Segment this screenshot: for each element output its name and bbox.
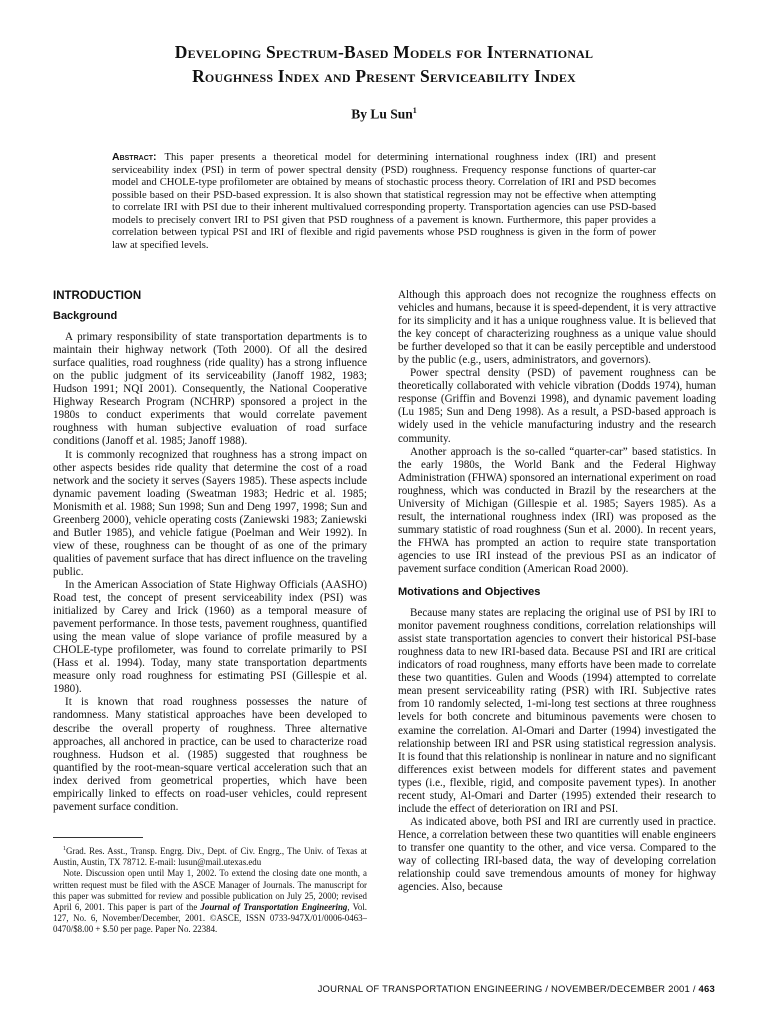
paragraph: It is known that road roughness possesses the nature of randomness. Many statistical approaches have been developed to describe the overall property of roughness. Three alternative approaches, all anchored in practice, can be used to characterize road roughness. Hudson et al. (1985) suggested that roughness be quantified by the root-mean-square vertical acceleration such that an index derived from geometrical properties, which have been empirically linked to effects on road-user vehicles, could represent pavement surface condition. xyxy=(53,696,367,813)
author-byline xyxy=(0,106,768,123)
left-column xyxy=(53,288,367,814)
right-column xyxy=(398,289,716,894)
paragraph: Power spectral density (PSD) of pavement roughness can be theoretically collaborated with vehicle vibration (Dodds 1974), human response (Griffin and Bovenzi 1998), and dynamic pavement loading (Lu 1985; Sun and Deng 1998). As a result, a PSD-based approach is widely used in the vehicle manufacturing industry and the research community. xyxy=(398,367,716,445)
footnote-mark: 1 xyxy=(63,846,66,852)
footnote-note-before: Note. Discussion open until May 1, 2002. To extend the closing date one month, a written request must be filed with the ASCE Manager of Journals. The manuscript for this paper was submitted for review and possible publication on July 25, 2000; revised April 6, 2001. This paper is part of the xyxy=(53,868,367,912)
paragraph: Because many states are replacing the original use of PSI by IRI to monitor pavement roughness conditions, correlation relationships will assist state transportation agencies to convert their historical PSI-base roughness data to new IRI-based data. Because PSI and IRI are critical indicators of road roughness, many efforts have been made to correlate these two quantities. Gulen and Woods (1994) attempted to correlate mean present serviceability rating (PSR) with IRI. Subjective rates from 10 randomly selected, 1-mi-long test sections at three roughness levels for both concrete and bituminous pavements were chosen to examine the correlation. Al-Omari and Darter (1994) investigated the relationship between IRI and PSR using statistical regression analysis. It is found that this relationship is nonlinear in nature and no significant differences exist between models for different states and pavement types (i.e., flexible, rigid, and composite pavement types). In another recent study, Al-Omari and Darter (1995) extended their research to include the effect of deterioration on IRI and PSI. xyxy=(398,607,716,815)
footnote-affiliation-text: Grad. Res. Asst., Transp. Engrg. Div., Dept. of Civ. Engrg., The Univ. of Texas at Austin, Austin, TX 78712. E-mail: lusun@mail.utexas.edu xyxy=(53,845,367,868)
abstract-text: This paper presents a theoretical model for determining international roughness index (IRI) and present serviceability index (PSI) in term of power spectral density (PSD) roughness. Frequency response functions of quarter-car model and CHOLE-type profilometer are obtained by means of stochastic process theory. Correlation of IRI and PSD becomes possible based on their PSD-based expression. It is also shown that statistical regression may not be effective when attempting to correlate IRI with PSI due to their inherent multivalued corresponding property. Transportation agencies can use PSD-based models to precisely convert IRI to PSI given that PSD roughness of a pavement is known. Furthermore, this paper provides a correlation between typical PSI and IRI of flexible and rigid pavements whose PSD roughness is given in the form of power law at specified levels. xyxy=(112,152,656,251)
footnotes xyxy=(53,844,367,936)
footnote-affiliation xyxy=(53,844,367,868)
heading-background: Background xyxy=(53,310,118,323)
author-name: By Lu Sun xyxy=(351,106,413,122)
title-line-2: Roughness Index and Present Serviceability Index xyxy=(192,66,576,86)
heading-motivations: Motivations and Objectives xyxy=(398,586,541,599)
paragraph: Although this approach does not recognize the roughness effects on vehicles and humans, because it is speed-dependent, it is very attractive for its simplicity and it has a unique roughness value. It is believed that the key concept of characterizing roughness as a unique value should be further developed so that it can be easily perceptible and understood by the public (e.g., users, administrators, and governors). xyxy=(398,289,716,367)
running-footer xyxy=(318,984,715,995)
heading-introduction: INTRODUCTION xyxy=(53,290,142,302)
abstract xyxy=(112,151,656,252)
footnote-note-after: , Vol. 127, No. 6, November/December, 2001. ©ASCE, ISSN 0733-947X/01/0006-0463–0470/$8.00 + $.50 per page. Paper No. 22384. xyxy=(53,901,368,935)
paragraph: As indicated above, both PSI and IRI are currently used in practice. Hence, a correlation between these two quantities will enable engineers to transfer one quantity to the other, and vice versa. Compared to the way of collecting IRI-based data, the way of developing correlation relationship could save tremendous amounts of money for highway agencies. Also, because xyxy=(398,815,716,894)
paragraph: Another approach is the so-called “quarter-car” based statistics. In the early 1980s, the World Bank and the Federal Highway Administration (FHWA) sponsored an international experiment on road roughness, which was conducted in Brazil by the researchers at the University of Michigan (Gillespie et al. 1985; Sayers 1985). As a result, the international roughness index (IRI) was proposed as the summary statistic of road roughness (Sun et al. 2000). In recent years, the FHWA has prompted an action to require state transportation agencies to use IRI instead of the previous PSI as an indicator of pavement surface condition (American Road 2000). xyxy=(398,445,716,575)
title-line-1: Developing Spectrum-Based Models for International xyxy=(174,42,594,62)
paper-title xyxy=(60,40,708,88)
page-number: 463 xyxy=(698,984,715,995)
paragraph: A primary responsibility of state transportation departments is to maintain their highway network (Toth 2000). Of all the desired surface qualities, road roughness (ride quality) has a strong influence on the public judgment of its serviceability (Janoff 1982, 1983; Hudson 1991; NQI 2001). Consequently, the National Cooperative Highway Research Program (NCHRP) sponsored a project in the 1980s to conduct experiments that would correlate pavement roughness with human subjective evaluation of road surface conditions (Janoff et al. 1985; Janoff 1988). xyxy=(53,331,367,448)
paragraph: In the American Association of State Highway Officials (AASHO) Road test, the concept of present serviceability index (PSI) was initialized by Carey and Irick (1960) as a temporal measure of pavement performance. In those tests, pavement roughness, quantified using the mean value of slope variance of profile measured by a CHOLE-type profilometer, was found to correlate primarily to PSI (Hass et al. 1994). Today, many state transportation departments measure only road roughness for estimating PSI (Gillespie et al. 1980). xyxy=(53,578,367,696)
footnote-journal-name: Journal of Transportation Engineering xyxy=(200,901,348,912)
footnote-note xyxy=(53,868,367,935)
footnote-divider xyxy=(53,837,143,838)
paragraph: It is commonly recognized that roughness has a strong impact on other aspects besides ride quality that determine the cost of a road network and the society it serves (Sayers 1985). These aspects include dynamic pavement loading (Sweatman 1983; Hedric et al. 1985; Monismith et al. 1988; Sun 1998; Sun and Deng 1997, 1998; Sun and Greenberg 2000), vehicle operating costs (Zaniewski 1983; Zaniewski and Butler 1985), and vehicle fatigue (Poelman and Weir 1992). In view of these, roughness can be thought of as one of the primary qualities of pavement surface that has direct influence on the traveling public. xyxy=(53,448,367,578)
abstract-label: Abstract: xyxy=(112,151,157,163)
author-footnote-mark: 1 xyxy=(412,106,417,115)
running-footer-text: JOURNAL OF TRANSPORTATION ENGINEERING / NOVEMBER/DECEMBER 2001 / xyxy=(317,984,699,995)
